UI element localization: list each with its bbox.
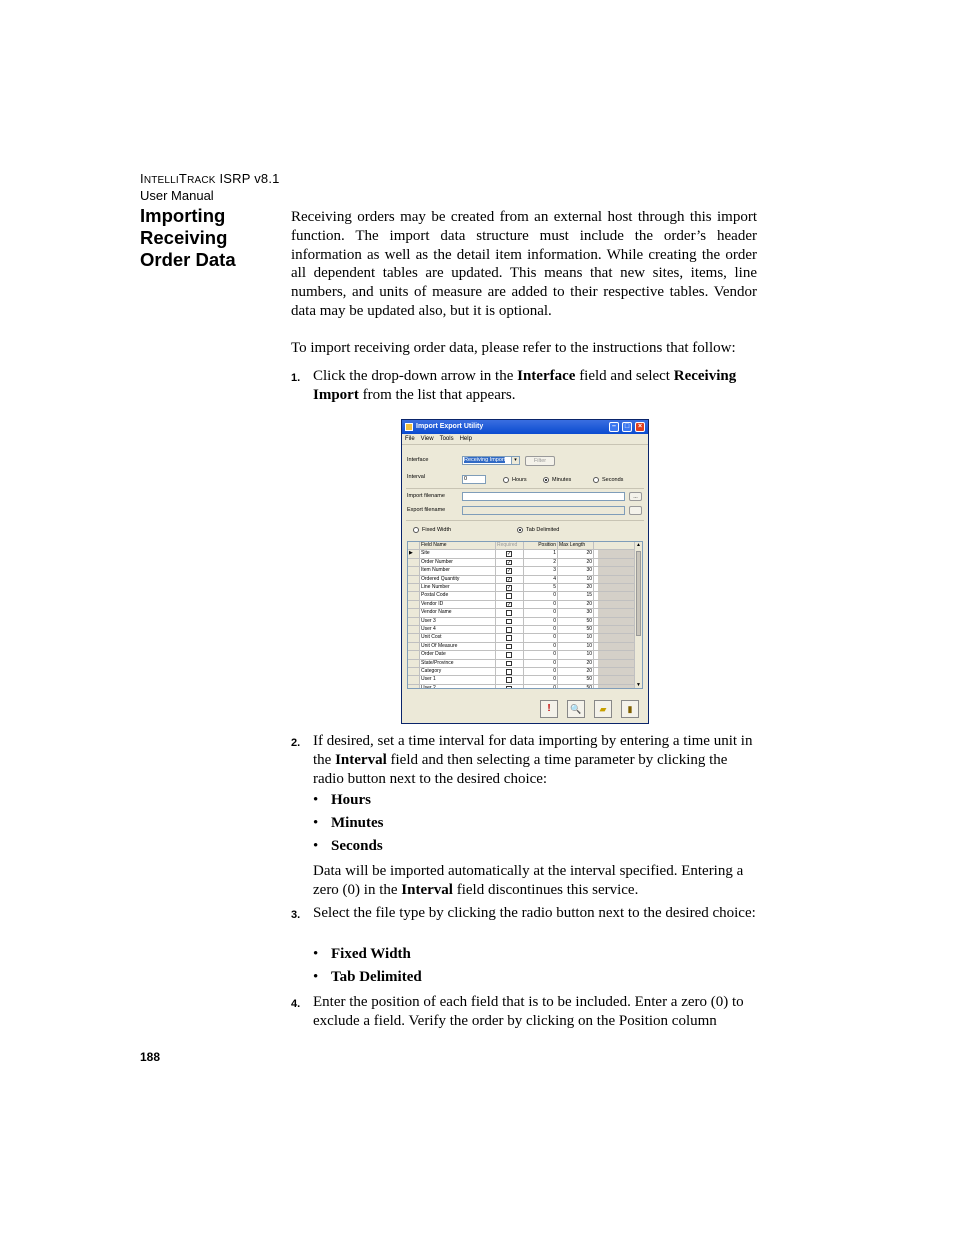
cell-position[interactable]: 0 <box>524 609 558 616</box>
cell-position[interactable]: 3 <box>524 567 558 574</box>
cell-required <box>496 685 524 689</box>
cell-required <box>496 601 524 608</box>
unchecked-checkbox-icon[interactable] <box>506 644 512 650</box>
checked-checkbox-icon[interactable]: ✓ <box>507 585 512 591</box>
checked-checkbox-icon[interactable]: ✓ <box>507 559 512 566</box>
row-selector[interactable] <box>408 584 420 591</box>
cell-max-length[interactable]: 30 <box>558 567 594 574</box>
running-header-product: INTELLITRACK ISRP v8.1 <box>140 171 280 186</box>
export-filename-input[interactable] <box>462 506 625 515</box>
cell-max-length[interactable]: 20 <box>558 559 594 566</box>
cell-required <box>496 660 524 667</box>
close-icon[interactable]: × <box>635 422 645 432</box>
unchecked-checkbox-icon[interactable] <box>506 593 512 599</box>
cell-required <box>496 609 524 616</box>
menu-file[interactable]: File <box>405 436 415 442</box>
filter-button[interactable]: Filter <box>525 456 555 466</box>
cell-position[interactable]: 5 <box>524 584 558 591</box>
column-header-field-name[interactable]: Field Name <box>420 542 496 549</box>
row-selector[interactable] <box>408 660 420 667</box>
row-selector[interactable] <box>408 634 420 641</box>
menu-tools[interactable]: Tools <box>439 436 454 442</box>
section-title: Importing Receiving Order Data <box>140 205 236 270</box>
menu-help[interactable]: Help <box>459 436 472 442</box>
interval-label: Interval <box>407 474 426 480</box>
row-selector[interactable] <box>408 676 420 683</box>
import-browse-button[interactable]: ... <box>629 492 642 501</box>
interval-input[interactable]: 0 <box>462 475 486 484</box>
seconds-radio-label: Seconds <box>602 477 624 483</box>
column-header-required[interactable]: Required <box>496 542 524 549</box>
hours-radio-label: Hours <box>512 477 527 483</box>
cell-max-length[interactable]: 20 <box>558 668 594 675</box>
execute-icon[interactable]: ! <box>540 700 558 718</box>
cell-position[interactable]: 2 <box>524 559 558 566</box>
cell-max-length[interactable]: 50 <box>558 626 594 633</box>
seconds-radio[interactable] <box>593 477 599 483</box>
unchecked-checkbox-icon[interactable] <box>506 677 512 683</box>
cell-required <box>496 584 524 591</box>
cell-field-name[interactable]: Unit Of Measure <box>420 643 496 650</box>
fixed-width-radio[interactable] <box>413 527 419 533</box>
cell-field-name[interactable]: User 2 <box>420 685 496 689</box>
cell-required <box>496 567 524 574</box>
hours-radio[interactable] <box>503 477 509 483</box>
cell-max-length[interactable]: 50 <box>558 676 594 683</box>
bullet-seconds: • Seconds <box>313 838 383 854</box>
menu-view[interactable]: View <box>420 436 434 442</box>
row-selector[interactable] <box>408 601 420 608</box>
cell-required <box>496 643 524 650</box>
import-export-utility-window <box>401 419 649 724</box>
grid-scrollbar[interactable] <box>634 542 642 688</box>
cell-required <box>496 559 524 566</box>
row-selector[interactable] <box>408 668 420 675</box>
bullet-hours: • Hours <box>313 792 372 808</box>
page-number: 188 <box>140 1050 161 1064</box>
cell-position[interactable]: 4 <box>524 576 558 583</box>
cell-field-name[interactable]: Postal Code <box>420 592 496 599</box>
unchecked-checkbox-icon[interactable] <box>506 669 512 675</box>
maximize-icon[interactable]: □ <box>622 422 632 432</box>
row-selector[interactable] <box>408 567 420 574</box>
cell-max-length[interactable]: 10 <box>558 576 594 583</box>
export-browse-button[interactable] <box>629 506 642 515</box>
cell-position[interactable]: 0 <box>524 634 558 641</box>
cell-position[interactable]: 0 <box>524 592 558 599</box>
cell-field-name[interactable]: Order Number <box>420 559 496 566</box>
row-selector[interactable] <box>408 643 420 650</box>
cell-position[interactable]: 0 <box>524 660 558 667</box>
open-folder-icon[interactable]: ▰ <box>594 700 612 718</box>
cell-required <box>496 668 524 675</box>
cell-max-length[interactable]: 20 <box>558 584 594 591</box>
cell-required <box>496 651 524 658</box>
cell-max-length[interactable]: 10 <box>558 643 594 650</box>
export-filename-label: Export filename <box>407 507 446 513</box>
row-selector[interactable] <box>408 592 420 599</box>
cell-max-length[interactable]: 15 <box>558 592 594 599</box>
cell-field-name[interactable]: User 4 <box>420 626 496 633</box>
cell-field-name[interactable]: Category <box>420 668 496 675</box>
cell-required <box>496 550 524 557</box>
table-row[interactable] <box>408 576 636 584</box>
table-row[interactable] <box>408 651 636 659</box>
row-selector[interactable]: ▶ <box>408 550 420 557</box>
instructions-intro: To import receiving order data, please refer to the instructions that follow: <box>291 340 736 356</box>
cell-max-length[interactable]: 20 <box>558 660 594 667</box>
window-titlebar <box>402 420 648 434</box>
table-row[interactable] <box>408 550 636 558</box>
step-4: 4. Enter the position of each field that is to be included. Enter a zero (0) to exclude a field. Verify the order by clicking on the Position column <box>291 994 744 1029</box>
cell-field-name[interactable]: Vendor ID <box>420 601 496 608</box>
cell-max-length[interactable]: 20 <box>558 601 594 608</box>
minimize-icon[interactable]: – <box>609 422 619 432</box>
cell-position[interactable]: 0 <box>524 676 558 683</box>
chevron-down-icon[interactable]: ▾ <box>511 457 519 464</box>
cell-field-name[interactable]: State/Province <box>420 660 496 667</box>
window-title: Import Export Utility <box>416 423 484 430</box>
checked-checkbox-icon[interactable]: ✓ <box>507 601 512 608</box>
table-row[interactable] <box>408 668 636 676</box>
unchecked-checkbox-icon[interactable] <box>506 661 512 667</box>
scroll-down-icon[interactable]: ▼ <box>636 682 641 688</box>
cell-field-name[interactable]: Vendor Name <box>420 609 496 616</box>
column-header-position[interactable]: Position <box>524 542 558 549</box>
row-selector[interactable] <box>408 651 420 658</box>
bullet-minutes: • Minutes <box>313 815 384 831</box>
grid-header-row <box>408 542 636 550</box>
tab-delimited-radio[interactable] <box>517 527 523 533</box>
table-row[interactable] <box>408 559 636 567</box>
row-selector[interactable] <box>408 609 420 616</box>
table-row[interactable] <box>408 660 636 668</box>
cell-max-length[interactable]: 10 <box>558 634 594 641</box>
interface-dropdown[interactable]: Receiving Import ▾ <box>462 456 520 465</box>
table-row[interactable] <box>408 643 636 651</box>
table-row[interactable] <box>408 601 636 609</box>
checked-checkbox-icon[interactable]: ✓ <box>507 576 512 583</box>
cell-position[interactable]: 0 <box>524 601 558 608</box>
cell-max-length[interactable]: 10 <box>558 651 594 658</box>
table-row[interactable] <box>408 634 636 642</box>
import-filename-input[interactable] <box>462 492 625 501</box>
scroll-up-icon[interactable]: ▲ <box>636 542 641 548</box>
cell-max-length[interactable]: 50 <box>558 685 594 689</box>
minutes-radio[interactable] <box>543 477 549 483</box>
bullet-tab-delimited: • Tab Delimited <box>313 969 422 985</box>
table-row[interactable] <box>408 567 636 575</box>
unchecked-checkbox-icon[interactable] <box>506 635 512 641</box>
table-row[interactable] <box>408 584 636 592</box>
cell-max-length[interactable]: 20 <box>558 550 594 557</box>
bullet-fixed-width: • Fixed Width <box>313 946 411 962</box>
interface-label: Interface <box>407 457 429 463</box>
cell-field-name[interactable]: Ordered Quantity <box>420 576 496 583</box>
checked-checkbox-icon[interactable]: ✓ <box>507 551 512 558</box>
cell-field-name[interactable]: Line Number <box>420 584 496 591</box>
divider <box>406 520 644 521</box>
cell-required <box>496 634 524 641</box>
cell-field-name[interactable]: Site <box>420 550 496 557</box>
scroll-thumb[interactable] <box>636 551 641 636</box>
cell-field-name[interactable]: Item Number <box>420 567 496 574</box>
unchecked-checkbox-icon[interactable] <box>506 619 512 625</box>
unchecked-checkbox-icon[interactable] <box>506 652 512 658</box>
cell-position[interactable]: 0 <box>524 643 558 650</box>
interval-note: Data will be imported automatically at the interval specified. Entering a zero (0) in the Interval field discontinues this service. <box>313 863 744 898</box>
menu-bar <box>402 434 648 445</box>
import-filename-label: Import filename <box>407 493 445 499</box>
unchecked-checkbox-icon[interactable] <box>506 627 512 633</box>
table-row[interactable] <box>408 626 636 634</box>
table-row[interactable] <box>408 609 636 617</box>
tab-delimited-label: Tab Delimited <box>526 527 560 533</box>
step-2: 2. If desired, set a time interval for data importing by entering a time unit in the Interval field and then selecting a time parameter by clicking the radio button next to the desired choice: <box>291 733 753 787</box>
unchecked-checkbox-icon[interactable] <box>506 610 512 616</box>
minutes-radio-label: Minutes <box>552 477 572 483</box>
cell-required <box>496 576 524 583</box>
row-selector[interactable] <box>408 626 420 633</box>
cell-required <box>496 592 524 599</box>
cell-position[interactable]: 0 <box>524 626 558 633</box>
fixed-width-label: Fixed Width <box>422 527 452 533</box>
field-grid <box>407 541 643 689</box>
cell-position[interactable]: 0 <box>524 668 558 675</box>
exit-door-icon[interactable]: ▮ <box>621 700 639 718</box>
running-header-manual: User Manual <box>140 188 214 203</box>
row-selector[interactable] <box>408 685 420 689</box>
cell-position[interactable]: 0 <box>524 618 558 625</box>
row-selector[interactable] <box>408 618 420 625</box>
unchecked-checkbox-icon[interactable] <box>506 686 512 689</box>
cell-max-length[interactable]: 50 <box>558 618 594 625</box>
cell-field-name[interactable]: Order Date <box>420 651 496 658</box>
cell-required <box>496 618 524 625</box>
table-row[interactable] <box>408 618 636 626</box>
cell-position[interactable]: 0 <box>524 685 558 689</box>
cell-max-length[interactable]: 30 <box>558 609 594 616</box>
table-row[interactable] <box>408 592 636 600</box>
step-3: 3. Select the file type by clicking the radio button next to the desired choice: <box>291 905 756 921</box>
column-header-max-length[interactable]: Max Length <box>558 542 594 549</box>
table-row[interactable] <box>408 676 636 684</box>
step-1: 1. Click the drop-down arrow in the Interface field and select Receiving Import from the list that appears. <box>291 368 737 403</box>
row-selector-header <box>408 542 420 549</box>
preview-icon[interactable]: 🔍 <box>567 700 585 718</box>
cell-position[interactable]: 1 <box>524 550 558 557</box>
cell-field-name[interactable]: User 3 <box>420 618 496 625</box>
intro-paragraph: Receiving orders may be created from an external host through this import function. The import data structure must include the order’s header information as well as the detail item information. While creating the order all dependent tables are updated. This means that new sites, items, line numbers, and units of measure are added to their respective tables. Vendor data may be updated also, but it is optional. <box>291 209 757 319</box>
checked-checkbox-icon[interactable]: ✓ <box>507 568 512 575</box>
divider <box>406 488 644 489</box>
row-selector[interactable] <box>408 559 420 566</box>
cell-required <box>496 676 524 683</box>
app-icon <box>405 423 413 431</box>
table-row[interactable] <box>408 685 636 689</box>
cell-position[interactable]: 0 <box>524 651 558 658</box>
cell-field-name[interactable]: Unit Cost <box>420 634 496 641</box>
cell-required <box>496 626 524 633</box>
cell-field-name[interactable]: User 1 <box>420 676 496 683</box>
row-selector[interactable] <box>408 576 420 583</box>
